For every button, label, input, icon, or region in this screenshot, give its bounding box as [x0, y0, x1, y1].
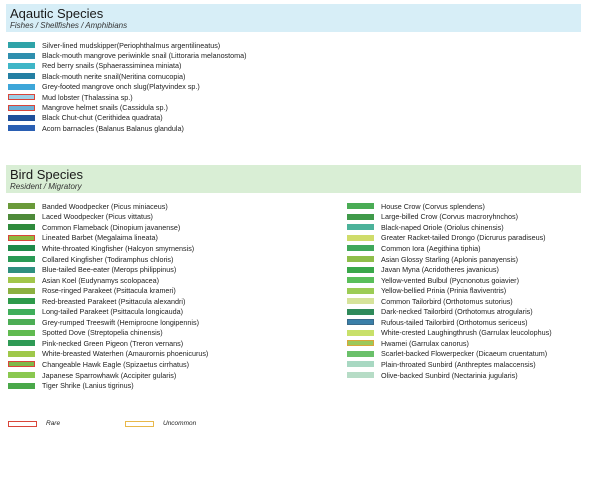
legend-label: Japanese Sparrowhawk (Accipiter gularis)	[42, 370, 177, 380]
legend-label: Yellow-vented Bulbul (Pycnonotus goiavier)	[381, 275, 519, 285]
legend-item	[347, 233, 552, 244]
legend-label: Common Iora (Aegithina tiphia)	[381, 243, 481, 253]
uncommon-key-swatch	[125, 421, 154, 427]
legend-label: Asian Glossy Starling (Aplonis panayensis)	[381, 254, 519, 264]
legend-item	[347, 201, 552, 212]
legend-swatch	[8, 267, 35, 273]
legend-swatch	[347, 309, 374, 315]
legend-item	[347, 349, 552, 360]
uncommon-key-label: Uncommon	[163, 420, 197, 427]
legend-label: Asian Koel (Eudynamys scolopacea)	[42, 275, 160, 285]
legend-swatch	[8, 63, 35, 69]
legend-item	[8, 243, 208, 254]
legend-swatch	[8, 372, 35, 378]
legend-item	[8, 359, 208, 370]
legend-swatch	[347, 372, 374, 378]
legend-item	[8, 113, 247, 123]
legend-item	[8, 123, 247, 133]
legend-swatch	[8, 309, 35, 315]
legend-label: Black-mouth nerite snail(Neritina cornucopia)	[42, 71, 186, 81]
legend-label: Greater Racket-tailed Drongo (Dicrurus paradiseus)	[381, 233, 546, 243]
legend-item	[8, 370, 208, 381]
bird-subtitle: Resident / Migratory	[10, 182, 82, 191]
legend-swatch	[8, 115, 35, 121]
legend-item	[347, 328, 552, 339]
legend-swatch	[347, 330, 374, 336]
legend-item	[8, 212, 208, 223]
legend-label: Common Tailorbird (Orthotomus sutorius)	[381, 296, 513, 306]
uncommon-key	[125, 419, 196, 428]
aquatic-section-header	[6, 4, 581, 32]
legend-label: Laced Woodpecker (Picus vittatus)	[42, 212, 153, 222]
legend-item	[8, 275, 208, 286]
aquatic-title: Aqautic Species	[10, 6, 104, 21]
legend-swatch	[347, 256, 374, 262]
legend-swatch	[8, 203, 35, 209]
bird-legend-list-left	[8, 201, 208, 391]
legend-swatch	[347, 340, 374, 346]
legend-swatch	[347, 245, 374, 251]
legend-item	[347, 264, 552, 275]
legend-label: Black-naped Oriole (Oriolus chinensis)	[381, 222, 504, 232]
legend-swatch	[347, 203, 374, 209]
legend-swatch	[347, 361, 374, 367]
legend-label: Red berry snails (Sphaerassiminea miniata)	[42, 61, 182, 71]
bird-section-header	[6, 165, 581, 193]
legend-item	[8, 50, 247, 60]
legend-label: Mud lobster (Thalassina sp.)	[42, 92, 133, 102]
legend-item	[8, 317, 208, 328]
legend-swatch	[347, 267, 374, 273]
legend-swatch	[8, 351, 35, 357]
aquatic-subtitle: Fishes / Shellfishes / Amphibians	[10, 21, 128, 30]
legend-label: Collared Kingfisher (Todiramphus chloris)	[42, 254, 174, 264]
legend-label: White-breasted Waterhen (Amaurornis phoenicurus)	[42, 349, 209, 359]
legend-swatch	[8, 224, 35, 230]
legend-swatch	[8, 319, 35, 325]
legend-label: Scarlet-backed Flowerpecker (Dicaeum cruentatum)	[381, 349, 548, 359]
legend-swatch	[8, 256, 35, 262]
legend-item	[347, 296, 552, 307]
legend-swatch	[347, 319, 374, 325]
legend-label: House Crow (Corvus splendens)	[381, 201, 485, 211]
legend-item	[347, 317, 552, 328]
legend-item	[8, 40, 247, 50]
legend-swatch	[8, 298, 35, 304]
rare-key-label: Rare	[46, 420, 61, 427]
legend-label: Silver-lined mudskipper(Periophthalmus argentilineatus)	[42, 40, 221, 50]
legend-item	[347, 275, 552, 286]
legend-label: Yellow-bellied Prinia (Prinia flaviventris)	[381, 286, 507, 296]
legend-label: Rose-ringed Parakeet (Psittacula krameri)	[42, 286, 176, 296]
legend-swatch	[8, 340, 35, 346]
bird-legend-list-right	[347, 201, 552, 380]
legend-label: Blue-tailed Bee-eater (Merops philippinus)	[42, 265, 177, 275]
legend-label: Rufous-tailed Tailorbird (Orthotomus sericeus)	[381, 317, 528, 327]
legend-swatch	[347, 288, 374, 294]
legend-swatch	[8, 42, 35, 48]
legend-item	[8, 82, 247, 92]
legend-item	[8, 61, 247, 71]
legend-swatch	[8, 84, 35, 90]
legend-item	[347, 285, 552, 296]
legend-item	[8, 201, 208, 212]
rare-key-swatch	[8, 421, 37, 427]
legend-item	[347, 359, 552, 370]
legend-swatch	[347, 235, 374, 241]
legend-item	[8, 306, 208, 317]
legend-label: Dark-necked Tailorbird (Orthotomus atrogularis)	[381, 307, 533, 317]
legend-label: Plain-throated Sunbird (Anthreptes malaccensis)	[381, 359, 536, 369]
legend-label: Tiger Shrike (Lanius tigrinus)	[42, 381, 134, 391]
legend-item	[347, 254, 552, 265]
legend-label: Acorn barnacles (Balanus Balanus glandula)	[42, 123, 184, 133]
legend-item	[347, 243, 552, 254]
legend-swatch	[8, 277, 35, 283]
legend-swatch	[8, 105, 35, 111]
legend-swatch	[347, 298, 374, 304]
legend-item	[8, 264, 208, 275]
legend-swatch	[8, 53, 35, 59]
legend-swatch	[8, 214, 35, 220]
legend-swatch	[8, 94, 35, 100]
legend-label: Grey-rumped Treeswift (Hemiprocne longipennis)	[42, 317, 199, 327]
legend-item	[347, 306, 552, 317]
legend-label: Black Chut-chut (Cerithidea quadrata)	[42, 113, 163, 123]
legend-item	[8, 222, 208, 233]
legend-item	[8, 285, 208, 296]
legend-item	[347, 222, 552, 233]
legend-swatch	[8, 125, 35, 131]
legend-swatch	[347, 224, 374, 230]
legend-item	[8, 349, 208, 360]
legend-label: White-crested Laughingthrush (Garrulax leucolophus)	[381, 328, 552, 338]
legend-item	[347, 338, 552, 349]
legend-swatch	[8, 361, 35, 367]
legend-label: Olive-backed Sunbird (Nectarinia jugularis)	[381, 370, 518, 380]
legend-swatch	[8, 288, 35, 294]
legend-swatch	[347, 277, 374, 283]
legend-label: Changeable Hawk Eagle (Spizaetus cirrhatus)	[42, 359, 190, 369]
legend-swatch	[8, 73, 35, 79]
legend-item	[8, 92, 247, 102]
legend-item	[8, 102, 247, 112]
legend-label: Lineated Barbet (Megalaima lineata)	[42, 233, 158, 243]
legend-item	[8, 338, 208, 349]
legend-swatch	[8, 383, 35, 389]
legend-label: Hwamei (Garrulax canorus)	[381, 338, 469, 348]
legend-label: Red-breasted Parakeet (Psittacula alexandri)	[42, 296, 186, 306]
legend-swatch	[8, 330, 35, 336]
legend-swatch	[347, 351, 374, 357]
legend-item	[347, 370, 552, 381]
legend-label: Banded Woodpecker (Picus miniaceus)	[42, 201, 168, 211]
bird-title: Bird Species	[10, 167, 83, 182]
legend-swatch	[8, 235, 35, 241]
legend-label: Pink-necked Green Pigeon (Treron vernans)	[42, 338, 184, 348]
legend-label: Spotted Dove (Streptopelia chinensis)	[42, 328, 163, 338]
legend-item	[8, 328, 208, 339]
legend-item	[8, 254, 208, 265]
legend-label: Long-tailed Parakeet (Psittacula longicauda)	[42, 307, 184, 317]
legend-item	[8, 380, 208, 391]
legend-label: Common Flameback (Dinopium javanense)	[42, 222, 181, 232]
legend-item	[347, 212, 552, 223]
legend-label: White-throated Kingfisher (Halcyon smyrnensis)	[42, 243, 195, 253]
legend-item	[8, 296, 208, 307]
legend-swatch	[8, 245, 35, 251]
legend-label: Large-billed Crow (Corvus macroryhnchos)	[381, 212, 519, 222]
aquatic-legend-list	[8, 40, 247, 134]
legend-swatch	[347, 214, 374, 220]
legend-label: Javan Myna (Acridotheres javanicus)	[381, 265, 499, 275]
legend-label: Black-mouth mangrove periwinkle snail (Littoraria melanostoma)	[42, 51, 247, 61]
legend-label: Mangrove helmet snails (Cassidula sp.)	[42, 103, 168, 113]
legend-item	[8, 233, 208, 244]
rare-key	[8, 419, 60, 428]
legend-item	[8, 71, 247, 81]
legend-label: Grey-footed mangrove onch slug(Platyvindex sp.)	[42, 82, 200, 92]
